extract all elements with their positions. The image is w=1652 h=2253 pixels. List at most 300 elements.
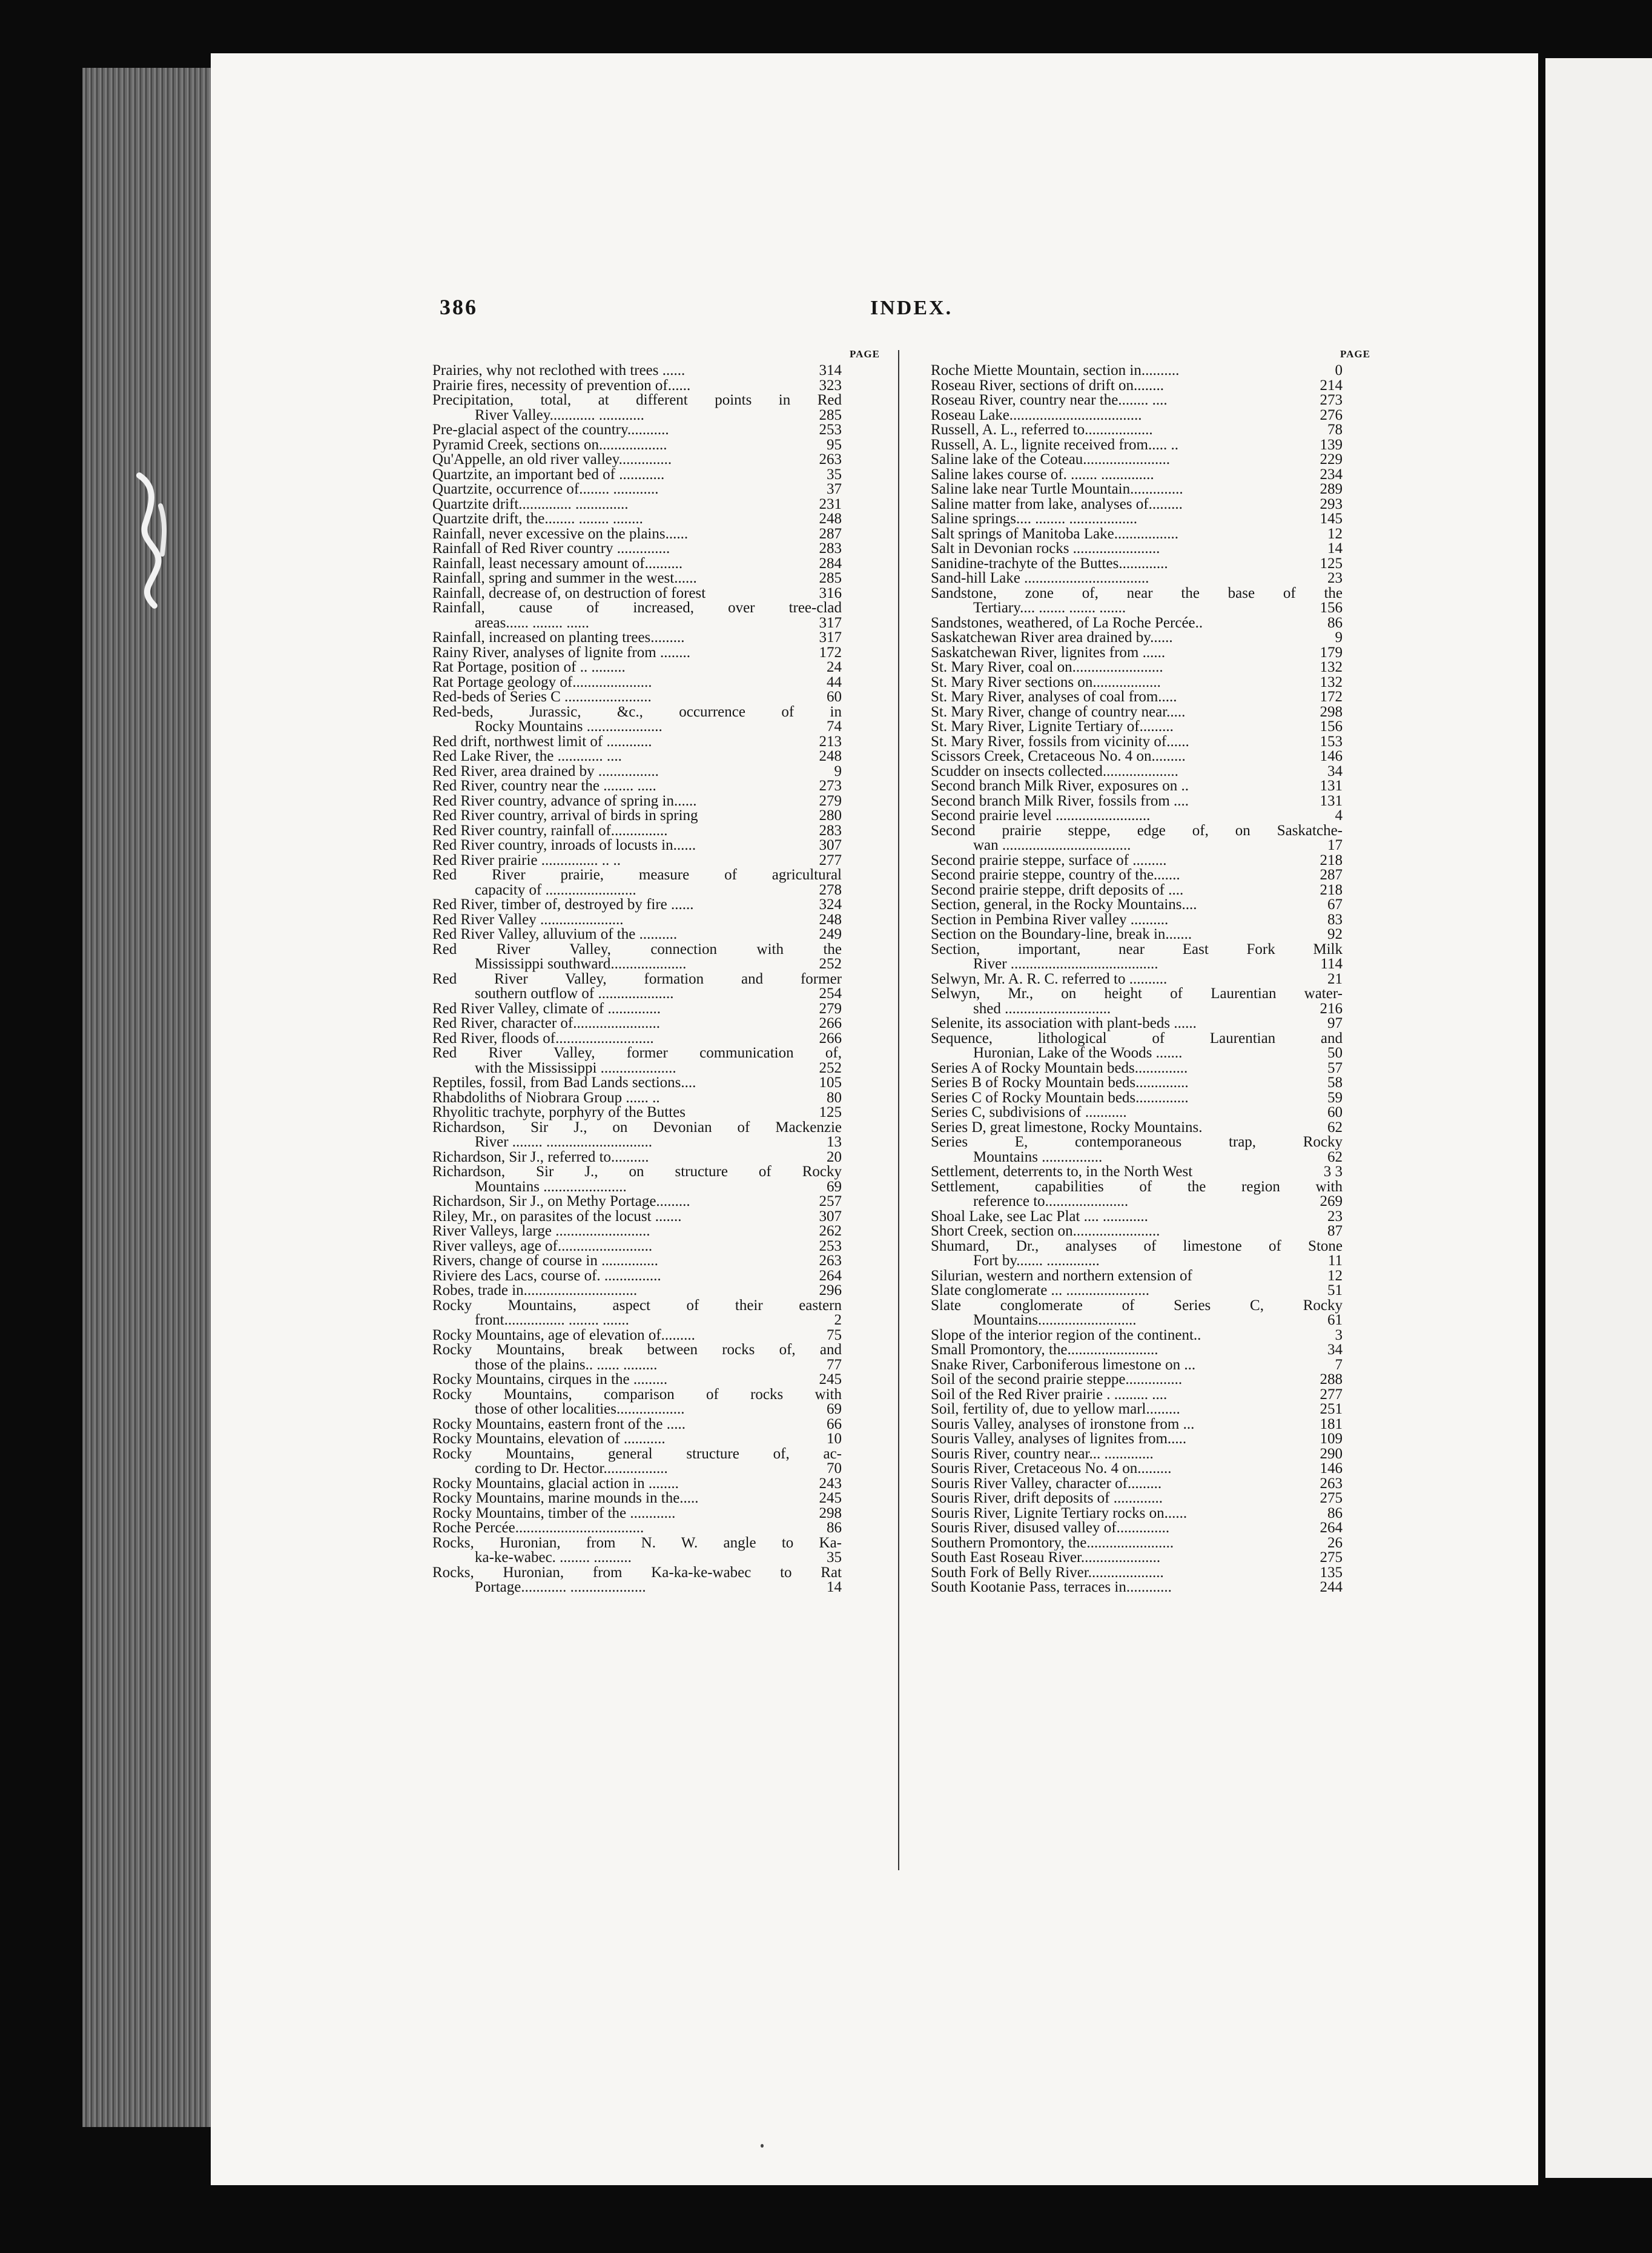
index-page-number: 135: [1320, 1564, 1343, 1581]
index-entry-text: Rat Portage geology of.....................: [432, 675, 652, 690]
index-entry-text: Red-beds of Series C .......................: [432, 690, 652, 705]
index-entry: [931, 720, 1343, 735]
index-page-number: 244: [1320, 1579, 1343, 1595]
index-page-number: 80: [827, 1089, 842, 1106]
page-number: 386: [440, 295, 478, 319]
index-entry: [931, 379, 1343, 394]
index-page-number: 296: [819, 1282, 842, 1299]
index-entry-text: shed ............................: [973, 1001, 1111, 1016]
index-page-number: 60: [1327, 1104, 1343, 1120]
index-page-number: 288: [1320, 1371, 1343, 1388]
index-entry: [432, 1091, 842, 1106]
index-entry: [931, 972, 1343, 987]
index-page-number: 314: [819, 362, 842, 379]
index-page-number: 254: [819, 985, 842, 1002]
index-page-number: 7: [1335, 1356, 1343, 1373]
index-entry-text: Rocks, Huronian, from N. W. angle to Ka-: [432, 1534, 842, 1551]
index-entry: [931, 393, 1343, 408]
index-page-number: 12: [1327, 525, 1343, 542]
index-entry-text: Red River, floods of..........................: [432, 1031, 654, 1046]
index-entry: [931, 1254, 1343, 1269]
index-entry: [432, 1432, 842, 1447]
index-entry: [931, 1194, 1343, 1209]
index-entry-text: Series A of Rocky Mountain beds..............: [931, 1060, 1188, 1076]
index-entry: [432, 630, 842, 646]
index-page-number: 307: [819, 1208, 842, 1225]
index-page-number: 21: [1327, 970, 1343, 987]
index-entry-text: Pre-glacial aspect of the country...........: [432, 423, 669, 438]
index-page-number: 216: [1320, 1000, 1343, 1017]
index-page-number: 114: [1320, 956, 1343, 972]
index-entry-text: Slate conglomerate of Series C, Rocky: [931, 1297, 1343, 1314]
index-page-number: 66: [827, 1415, 842, 1432]
index-entry: [432, 363, 842, 379]
index-page-number: 4: [1335, 807, 1343, 824]
index-entry-text: Scudder on insects collected....................: [931, 764, 1178, 779]
index-page-number: 307: [819, 837, 842, 853]
index-page-number: 248: [819, 511, 842, 527]
index-page-number: 264: [819, 1267, 842, 1284]
index-entry: [432, 1328, 842, 1343]
index-entry-text: Precipitation, total, at different points in Red: [432, 392, 842, 408]
index-page-number: 74: [827, 718, 842, 735]
index-entry: [931, 1135, 1343, 1150]
index-entry-text: those of other localities..................: [475, 1402, 685, 1417]
index-entry-text: Mountains ......................: [475, 1179, 627, 1194]
index-entry-text: Souris Valley, analyses of lignites from.....: [931, 1432, 1187, 1447]
index-entry-text: Silurian, western and northern extension of: [931, 1268, 1192, 1283]
index-entry-text: Second prairie steppe, edge of, on Saskatche-: [931, 822, 1343, 839]
index-entry: [432, 616, 842, 631]
index-page-number: 69: [827, 1178, 842, 1195]
index-page-number: 86: [827, 1520, 842, 1536]
index-entry: [931, 571, 1343, 586]
index-entry: [432, 393, 842, 408]
index-entry: [432, 898, 842, 913]
index-page-number: 252: [819, 1059, 842, 1076]
index-entry-text: Souris River, Lignite Tertiary rocks on......: [931, 1506, 1188, 1521]
index-page-number: 125: [1320, 555, 1343, 572]
index-entry-text: Tertiary.... ....... ....... .......: [973, 601, 1126, 616]
index-entry: [931, 527, 1343, 542]
index-page-number: 97: [1327, 1015, 1343, 1031]
index-entry-text: St. Mary River sections on..................: [931, 675, 1161, 690]
index-entry: [432, 957, 842, 972]
index-entry: [432, 1506, 842, 1521]
index-page-number: 283: [819, 540, 842, 557]
index-entry: [931, 438, 1343, 453]
index-entry-text: Rainfall, cause of increased, over tree-clad: [432, 600, 842, 616]
index-entry: [432, 1477, 842, 1492]
index-entry: [931, 690, 1343, 705]
index-entry: [931, 957, 1343, 972]
index-page-number: 132: [1320, 659, 1343, 675]
index-entry-text: Red Lake River, the ............ ....: [432, 749, 622, 764]
index-page-number: 253: [819, 422, 842, 438]
index-entry: [931, 1521, 1343, 1536]
index-entry: [931, 1076, 1343, 1091]
index-entry: [432, 1447, 842, 1462]
index-entry: [931, 1550, 1343, 1566]
index-page-number: 231: [819, 495, 842, 512]
index-entry-text: wan ..................................: [973, 838, 1131, 853]
index-entry: [931, 853, 1343, 868]
index-entry: [432, 1002, 842, 1017]
index-entry: [432, 1550, 842, 1566]
index-page-number: 59: [1327, 1089, 1343, 1106]
index-page-number: 214: [1320, 377, 1343, 394]
index-entry: [432, 1566, 842, 1581]
index-column-right: [931, 363, 1343, 1595]
index-page-number: 290: [1320, 1445, 1343, 1462]
index-entry-text: Saskatchewan River area drained by......: [931, 630, 1173, 646]
index-entry: [931, 1447, 1343, 1462]
index-page-number: 213: [819, 733, 842, 750]
index-entry: [432, 794, 842, 809]
index-entry-text: Rainfall, least necessary amount of..........: [432, 556, 683, 571]
index-entry-text: Second prairie steppe, surface of .........: [931, 853, 1167, 868]
facing-page-edge: [1545, 58, 1652, 2178]
index-entry-text: Rocky Mountains, general structure of, ac-: [432, 1445, 842, 1462]
index-entry-text: Pyramid Creek, sections on..................: [432, 437, 667, 452]
index-page-number: 0: [1335, 362, 1343, 379]
index-entry: [432, 749, 842, 764]
index-entry-text: Souris River, drift deposits of .............: [931, 1491, 1163, 1506]
index-entry: [931, 1165, 1343, 1180]
index-page-number: 34: [1327, 763, 1343, 779]
index-entry: [432, 1135, 842, 1150]
index-entry: [432, 1299, 842, 1314]
index-entry: [432, 1046, 842, 1061]
index-entry-text: River ........ ............................: [475, 1135, 653, 1150]
index-entry: [432, 705, 842, 720]
index-entry: [931, 1091, 1343, 1106]
index-entry-text: Rocky Mountains, glacial action in ........: [432, 1476, 679, 1491]
index-entry-text: Quartzite drift.............. ..............: [432, 497, 629, 512]
index-entry-text: Riley, Mr., on parasites of the locust .......: [432, 1209, 682, 1224]
index-page-number: 50: [1327, 1045, 1343, 1061]
index-page-number: 24: [827, 659, 842, 675]
index-entry-text: South Kootanie Pass, terraces in............: [931, 1580, 1172, 1595]
index-entry-text: Sequence, lithological of Laurentian and: [931, 1030, 1343, 1047]
index-entry-text: Red River, country near the ........ .....: [432, 779, 656, 794]
index-entry-text: Souris River, disused valley of..............: [931, 1521, 1170, 1536]
index-page-number: 35: [827, 466, 842, 483]
index-entry: [432, 764, 842, 779]
index-page-number: 20: [827, 1148, 842, 1165]
index-page-number: 293: [1320, 495, 1343, 512]
index-entry: [931, 1105, 1343, 1120]
index-page-number: 275: [1320, 1490, 1343, 1506]
index-entry-text: Slope of the interior region of the continent..: [931, 1328, 1201, 1343]
index-entry-text: Mountains..........................: [973, 1313, 1137, 1328]
index-entry-text: Selwyn, Mr. A. R. C. referred to ..........: [931, 971, 1168, 987]
index-entry-text: Red River Valley, formation and former: [432, 970, 842, 987]
index-entry: [931, 630, 1343, 646]
index-entry-text: Snake River, Carboniferous limestone on ...: [931, 1357, 1196, 1372]
index-page-number: 153: [1320, 733, 1343, 750]
index-entry: [931, 452, 1343, 468]
index-entry: [931, 735, 1343, 750]
index-entry-text: River valleys, age of.........................: [432, 1239, 653, 1254]
index-page-number: 172: [1320, 689, 1343, 705]
index-entry-text: Rocky Mountains, age of elevation of.........: [432, 1328, 695, 1343]
index-entry: [931, 1417, 1343, 1432]
index-entry: [931, 779, 1343, 794]
column-divider: [898, 350, 899, 1870]
index-entry-text: Section, important, near East Fork Milk: [931, 941, 1343, 958]
index-page-number: 284: [819, 555, 842, 572]
index-entry: [931, 1283, 1343, 1299]
index-entry-text: River Valley............ ............: [475, 408, 644, 423]
index-page-number: 61: [1327, 1312, 1343, 1328]
index-page-number: 78: [1327, 422, 1343, 438]
index-entry-text: Settlement, capabilities of the region with: [931, 1178, 1343, 1195]
index-entry-text: St. Mary River, coal on........................: [931, 660, 1163, 675]
index-page-number: 245: [819, 1490, 842, 1506]
index-page-number: 105: [819, 1074, 842, 1091]
index-page-number: 86: [1327, 1504, 1343, 1521]
index-entry-text: southern outflow of ....................: [475, 987, 674, 1002]
index-entry: [432, 690, 842, 705]
index-entry: [432, 1313, 842, 1328]
index-entry-text: Russell, A. L., lignite received from..... ..: [931, 437, 1178, 452]
index-entry: [432, 1031, 842, 1047]
index-page-number: 95: [827, 436, 842, 453]
index-page-number: 156: [1320, 718, 1343, 735]
index-page-number: 86: [1327, 614, 1343, 631]
index-entry-text: Soil, fertility of, due to yellow marl.........: [931, 1402, 1180, 1417]
index-entry: [931, 794, 1343, 809]
index-page-number: 13: [827, 1134, 842, 1150]
index-entry-text: River Valleys, large .........................: [432, 1224, 650, 1239]
index-entry-text: Salt in Devonian rocks .......................: [931, 541, 1160, 557]
index-entry: [931, 482, 1343, 497]
index-entry-text: Rocks, Huronian, from Ka-ka-ke-wabec to Rat: [432, 1564, 842, 1581]
index-entry-text: Mississippi southward....................: [475, 957, 687, 972]
index-page-number: 145: [1320, 511, 1343, 527]
index-page-number: 285: [819, 570, 842, 586]
index-entry-text: Southern Promontory, the.......................: [931, 1535, 1174, 1550]
index-page-number: 277: [819, 852, 842, 868]
index-page-number: 287: [819, 525, 842, 542]
index-entry-text: South East Roseau River.....................: [931, 1550, 1161, 1566]
index-page-number: 298: [819, 1504, 842, 1521]
index-page-number: 62: [1327, 1148, 1343, 1165]
index-page-number: 280: [819, 807, 842, 824]
index-entry: [931, 1299, 1343, 1314]
index-page-number: 298: [1320, 703, 1343, 720]
running-head: INDEX.: [870, 297, 953, 319]
index-entry: [931, 1209, 1343, 1225]
index-entry: [931, 749, 1343, 764]
index-entry: [432, 468, 842, 483]
index-entry-text: Roche Percée..................................: [432, 1521, 644, 1536]
index-entry: [432, 1536, 842, 1551]
index-entry-text: Second prairie steppe, country of the.......: [931, 868, 1180, 883]
index-entry: [931, 1046, 1343, 1061]
index-entry-text: Reptiles, fossil, from Bad Lands sections....: [432, 1076, 696, 1091]
index-entry-text: Series B of Rocky Mountain beds..............: [931, 1076, 1189, 1091]
index-entry-text: Red River Valley, former communication of,: [432, 1045, 842, 1061]
index-entry: [931, 1328, 1343, 1343]
index-page-number: 67: [1327, 896, 1343, 913]
index-entry-text: Red River prairie, measure of agricultural: [432, 867, 842, 883]
index-page-number: 139: [1320, 436, 1343, 453]
index-page-number: 60: [827, 689, 842, 705]
index-entry: [432, 452, 842, 468]
index-page-number: 266: [819, 1030, 842, 1047]
index-page-number: 283: [819, 822, 842, 839]
index-entry: [432, 720, 842, 735]
index-entry: [432, 927, 842, 942]
index-entry: [931, 1432, 1343, 1447]
index-page-number: 11: [1327, 1252, 1343, 1269]
index-entry-text: Richardson, Sir J., on Methy Portage.........: [432, 1194, 690, 1209]
index-entry: [931, 1566, 1343, 1581]
index-page-number: 248: [819, 911, 842, 928]
index-entry-text: Roche Miette Mountain, section in..........: [931, 363, 1180, 379]
index-entry: [432, 601, 842, 616]
index-entry-text: Quartzite drift, the........ ........ ........: [432, 512, 643, 527]
index-entry-text: Rivers, change of course in ...............: [432, 1254, 658, 1269]
index-entry: [931, 1120, 1343, 1136]
index-entry-text: Settlement, deterrents to, in the North West: [931, 1165, 1193, 1180]
index-entry: [432, 913, 842, 928]
index-entry-text: Souris Valley, analyses of ironstone from ...: [931, 1417, 1195, 1432]
index-page-number: 26: [1327, 1534, 1343, 1551]
index-entry-text: Richardson, Sir J., on Devonian of Mackenzie: [432, 1119, 842, 1136]
index-entry: [931, 675, 1343, 690]
index-entry: [432, 557, 842, 572]
index-page-number: 317: [819, 614, 842, 631]
index-entry-text: Rocky Mountains, comparison of rocks with: [432, 1386, 842, 1403]
index-entry: [931, 586, 1343, 601]
index-entry-text: Roseau Lake...................................: [931, 408, 1142, 423]
index-entry: [432, 1269, 842, 1284]
index-entry: [432, 987, 842, 1002]
index-entry-text: Second branch Milk River, exposures on ..: [931, 779, 1189, 794]
index-entry-text: Rainy River, analyses of lignite from ........: [432, 645, 691, 660]
index-page-number: 37: [827, 481, 842, 497]
index-page-number: 10: [827, 1431, 842, 1447]
index-entry: [931, 468, 1343, 483]
index-entry: [931, 1358, 1343, 1373]
index-page-number: 132: [1320, 673, 1343, 690]
index-entry-text: capacity of ........................: [475, 882, 636, 898]
index-page-number: 266: [819, 1015, 842, 1031]
index-entry: [931, 1150, 1343, 1165]
index-page-number: 69: [827, 1401, 842, 1417]
index-page-number: 317: [819, 629, 842, 646]
index-page-number: 2: [834, 1312, 842, 1328]
index-page-number: 262: [819, 1223, 842, 1239]
index-page-number: 146: [1320, 1460, 1343, 1477]
index-entry-text: Rat Portage, position of .. .........: [432, 660, 626, 675]
index-entry: [432, 571, 842, 586]
index-page-number: 75: [827, 1326, 842, 1343]
index-entry: [931, 868, 1343, 883]
index-entry-text: Red River country, arrival of birds in spring: [432, 809, 698, 824]
index-entry: [432, 1209, 842, 1225]
index-entry: [432, 423, 842, 438]
index-entry: [432, 1580, 842, 1595]
index-entry: [432, 1165, 842, 1180]
index-entry: [432, 482, 842, 497]
index-entry: [931, 1372, 1343, 1388]
index-page-number: 23: [1327, 570, 1343, 586]
index-entry-text: Roseau River, country near the........ ....: [931, 393, 1168, 408]
index-page-number: 251: [1320, 1401, 1343, 1417]
index-entry: [931, 1343, 1343, 1358]
index-entry: [931, 1536, 1343, 1551]
page-column-heading-left: PAGE: [850, 348, 880, 360]
index-entry-text: South Fork of Belly River....................: [931, 1565, 1164, 1580]
index-entry: [432, 1254, 842, 1269]
index-entry-text: Rocky Mountains, marine mounds in the.....: [432, 1491, 699, 1506]
index-page-number: 263: [819, 451, 842, 468]
index-entry-text: St. Mary River, change of country near.....: [931, 704, 1186, 720]
index-entry-text: Portage............ ....................: [475, 1580, 646, 1595]
index-page-number: 51: [1327, 1282, 1343, 1299]
index-entry: [931, 824, 1343, 839]
index-entry: [931, 616, 1343, 631]
index-entry-text: Quartzite, occurrence of........ ............: [432, 482, 659, 497]
index-entry-text: Red River, timber of, destroyed by fire ......: [432, 898, 694, 913]
index-page-number: 263: [819, 1252, 842, 1269]
index-entry: [931, 898, 1343, 913]
index-entry-text: Section on the Boundary-line, break in.......: [931, 927, 1192, 942]
index-entry: [931, 1491, 1343, 1506]
index-entry-text: Rocky Mountains, elevation of ...........: [432, 1432, 666, 1447]
index-entry-text: Soil of the second prairie steppe...............: [931, 1372, 1183, 1388]
index-entry-text: Red River, area drained by ................: [432, 764, 659, 779]
index-entry: [931, 512, 1343, 527]
index-entry: [432, 1417, 842, 1432]
index-entry-text: Prairies, why not reclothed with trees ......: [432, 363, 686, 379]
index-page-number: 34: [1327, 1342, 1343, 1358]
index-entry-text: Series C of Rocky Mountain beds..............: [931, 1090, 1189, 1105]
index-entry: [432, 1120, 842, 1136]
index-entry: [931, 987, 1343, 1002]
index-page-number: 263: [1320, 1475, 1343, 1492]
handwritten-margin-mark: [127, 469, 176, 609]
index-page-number: 218: [1320, 881, 1343, 898]
index-entry-text: areas...... ........ ......: [475, 615, 589, 630]
index-entry-text: Red River Valley, connection with the: [432, 941, 842, 958]
index-entry-text: Second prairie level .........................: [931, 809, 1151, 824]
index-entry: [931, 809, 1343, 824]
index-entry-text: Saline lake near Turtle Mountain..............: [931, 482, 1183, 497]
index-entry: [931, 913, 1343, 928]
index-entry-text: Prairie fires, necessity of prevention of......: [432, 378, 691, 393]
index-entry: [432, 408, 842, 423]
index-entry-text: Saline springs.... ........ ..................: [931, 512, 1137, 527]
index-entry: [432, 675, 842, 690]
index-entry: [931, 1461, 1343, 1477]
index-entry: [432, 809, 842, 824]
index-entry: [432, 1388, 842, 1403]
index-entry: [432, 438, 842, 453]
index-page-number: 70: [827, 1460, 842, 1477]
index-page-number: 9: [1335, 629, 1343, 646]
index-entry: [931, 363, 1343, 379]
index-entry-text: Red River Valley, climate of ..............: [432, 1001, 661, 1016]
index-page-number: 125: [819, 1104, 842, 1120]
index-entry-text: St. Mary River, Lignite Tertiary of.........: [931, 720, 1174, 735]
index-entry-text: Selwyn, Mr., on height of Laurentian water-: [931, 985, 1343, 1002]
index-entry: [432, 660, 842, 675]
